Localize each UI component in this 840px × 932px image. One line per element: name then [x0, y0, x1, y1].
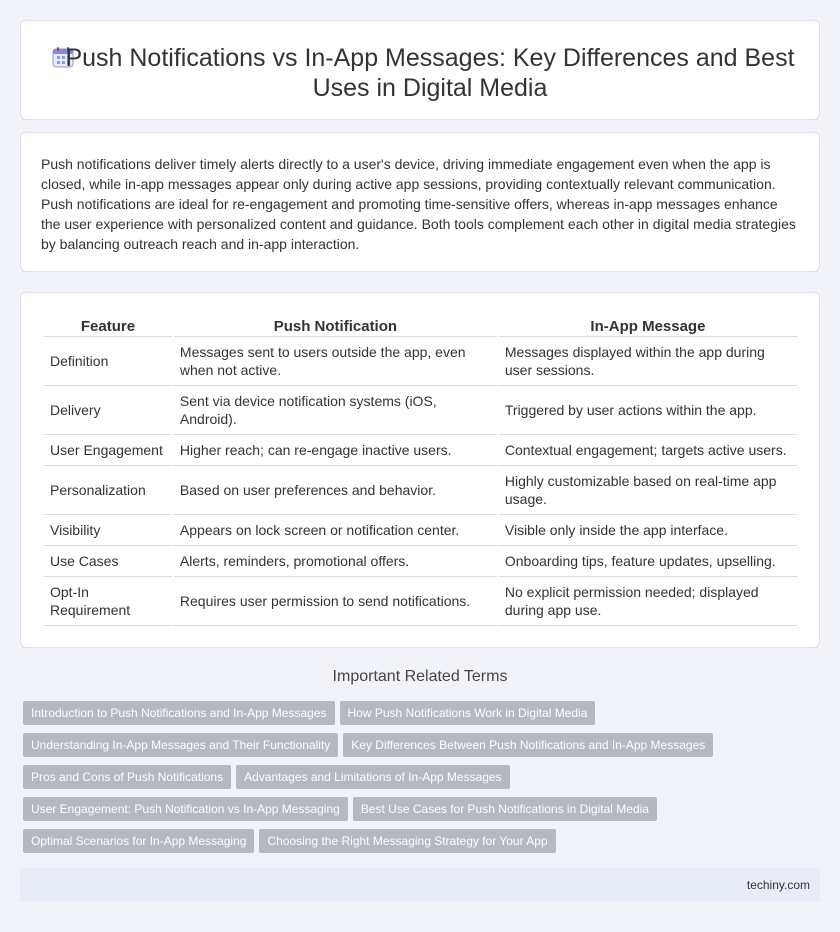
- related-term-tag[interactable]: User Engagement: Push Notification vs In-App Messaging: [23, 797, 348, 821]
- push-cell: Messages sent to users outside the app, even when not active.: [174, 337, 497, 386]
- title-card: [20, 20, 820, 120]
- feature-cell: Delivery: [44, 386, 172, 435]
- related-term-tag[interactable]: Advantages and Limitations of In-App Messages: [236, 765, 509, 789]
- related-term-tag[interactable]: Key Differences Between Push Notifications and In-App Messages: [343, 733, 713, 757]
- inapp-cell: Onboarding tips, feature updates, upselling.: [499, 546, 797, 577]
- feature-cell: User Engagement: [44, 435, 172, 466]
- push-cell: Appears on lock screen or notification center.: [174, 515, 497, 546]
- inapp-cell: Contextual engagement; targets active users.: [499, 435, 797, 466]
- related-term-tag[interactable]: Introduction to Push Notifications and In-App Messages: [23, 701, 335, 725]
- feature-cell: Visibility: [44, 515, 172, 546]
- related-term-tag[interactable]: Choosing the Right Messaging Strategy for Your App: [259, 829, 555, 853]
- push-cell: Requires user permission to send notifications.: [174, 577, 497, 626]
- feature-cell: Definition: [44, 337, 172, 386]
- feature-cell: Personalization: [44, 466, 172, 515]
- related-terms-list: [23, 701, 823, 861]
- feature-cell: Opt-In Requirement: [44, 577, 172, 626]
- related-term-tag[interactable]: Best Use Cases for Push Notifications in Digital Media: [353, 797, 657, 821]
- summary-card: [20, 132, 820, 272]
- push-cell: Based on user preferences and behavior.: [174, 466, 497, 515]
- comparison-table: [42, 315, 799, 626]
- table-row: [44, 386, 797, 435]
- table-row: [44, 546, 797, 577]
- header-in-app-message: In-App Message: [499, 315, 797, 337]
- related-term-tag[interactable]: How Push Notifications Work in Digital Media: [340, 701, 596, 725]
- summary-text: Push notifications deliver timely alerts directly to a user's device, driving immediate engagement even when the app is closed, while in-app messages appear only during active app sessions, providing contextually relevant communication. Push notifications are ideal for re-engagement and promoting time-sensitive offers, whereas in-app messages enhance the user experience with personalized content and guidance. Both tools complement each other in digital media strategies by balancing outreach reach and in-app interaction.: [41, 156, 796, 252]
- related-term-tag[interactable]: Optimal Scenarios for In-App Messaging: [23, 829, 254, 853]
- push-cell: Sent via device notification systems (iOS, Android).: [174, 386, 497, 435]
- table-header-row: [44, 315, 797, 337]
- inapp-cell: Triggered by user actions within the app.: [499, 386, 797, 435]
- feature-cell: Use Cases: [44, 546, 172, 577]
- inapp-cell: Visible only inside the app interface.: [499, 515, 797, 546]
- inapp-cell: Highly customizable based on real-time app usage.: [499, 466, 797, 515]
- table-row: [44, 515, 797, 546]
- table-row: [44, 577, 797, 626]
- push-cell: Alerts, reminders, promotional offers.: [174, 546, 497, 577]
- header-push-notification: Push Notification: [174, 315, 497, 337]
- footer: [20, 868, 820, 902]
- related-term-tag[interactable]: Understanding In-App Messages and Their Functionality: [23, 733, 338, 757]
- page-title: Push Notifications vs In-App Messages: Key Differences and Best Uses in Digital Media: [65, 44, 795, 102]
- table-row: [44, 466, 797, 515]
- footer-site[interactable]: techiny.com: [746, 878, 810, 892]
- table-row: [44, 435, 797, 466]
- related-term-tag[interactable]: Pros and Cons of Push Notifications: [23, 765, 231, 789]
- related-terms-title: Important Related Terms: [332, 668, 508, 685]
- header-feature: Feature: [44, 315, 172, 337]
- push-cell: Higher reach; can re-engage inactive users.: [174, 435, 497, 466]
- table-row: [44, 337, 797, 386]
- inapp-cell: No explicit permission needed; displayed during app use.: [499, 577, 797, 626]
- inapp-cell: Messages displayed within the app during user sessions.: [499, 337, 797, 386]
- comparison-card: [20, 292, 820, 648]
